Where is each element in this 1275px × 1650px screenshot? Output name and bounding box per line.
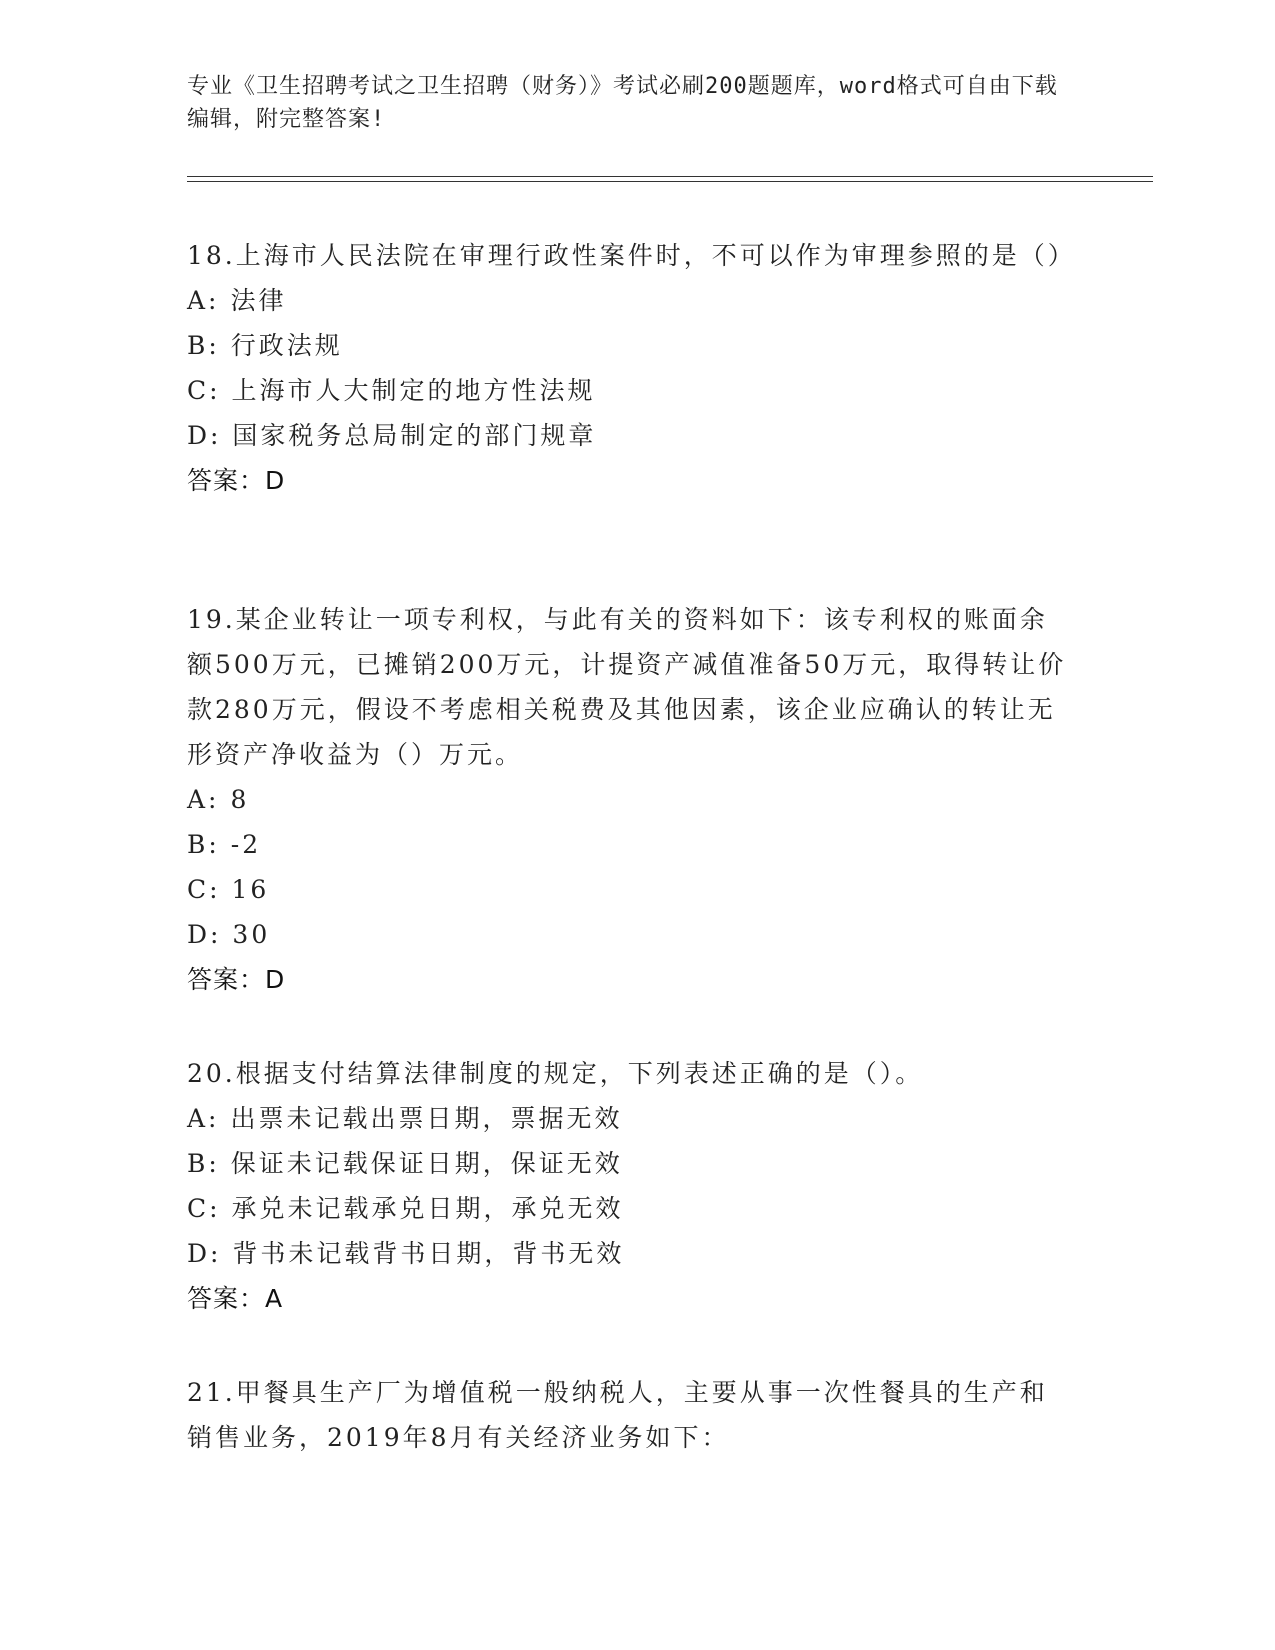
option-text: 8	[230, 785, 250, 814]
option-c	[187, 368, 1067, 413]
option-text: 上海市人大制定的地方性法规	[231, 376, 596, 405]
option-letter: A:	[187, 286, 220, 315]
answer-line: 答案：D	[187, 965, 286, 994]
option-text: 背书未记载背书日期，背书无效	[232, 1239, 625, 1268]
option-a	[187, 777, 1067, 822]
option-text: 出票未记载出票日期，票据无效	[230, 1104, 623, 1133]
question-21	[187, 1370, 1067, 1460]
option-b	[187, 822, 1067, 867]
option-b	[187, 1141, 1067, 1186]
question-19	[187, 597, 1067, 1002]
answer-line: 答案：A	[187, 1284, 284, 1313]
answer-line: 答案：D	[187, 466, 286, 495]
option-text: 国家税务总局制定的部门规章	[232, 421, 597, 450]
document-header: 专业《卫生招聘考试之卫生招聘（财务）》考试必刷200题题库，word格式可自由下载编辑，附完整答案!	[187, 74, 1058, 132]
option-letter: D:	[187, 920, 222, 949]
option-d	[187, 912, 1067, 957]
option-text: 16	[231, 875, 270, 904]
option-letter: B:	[187, 830, 220, 859]
option-text: 承兑未记载承兑日期，承兑无效	[231, 1194, 624, 1223]
question-stem: 21.甲餐具生产厂为增值税一般纳税人，主要从事一次性餐具的生产和销售业务，2019年8月有关经济业务如下：	[187, 1378, 1048, 1452]
option-b	[187, 323, 1067, 368]
option-letter: D:	[187, 421, 222, 450]
header-divider-bottom	[187, 181, 1153, 182]
option-a	[187, 1096, 1067, 1141]
option-d	[187, 1231, 1067, 1276]
header-divider-top	[187, 176, 1153, 177]
option-letter: B:	[187, 331, 220, 360]
option-letter: D:	[187, 1239, 222, 1268]
option-letter: C:	[187, 875, 221, 904]
option-text: 30	[232, 920, 271, 949]
option-text: -2	[230, 830, 262, 859]
option-letter: C:	[187, 376, 221, 405]
question-stem: 20.根据支付结算法律制度的规定，下列表述正确的是（）。	[187, 1059, 924, 1088]
question-stem: 18.上海市人民法院在审理行政性案件时，不可以作为审理参照的是（）	[187, 241, 1076, 270]
option-text: 保证未记载保证日期，保证无效	[230, 1149, 623, 1178]
option-text: 行政法规	[230, 331, 343, 360]
option-letter: A:	[187, 1104, 220, 1133]
option-letter: A:	[187, 785, 220, 814]
option-d	[187, 413, 1067, 458]
question-18	[187, 233, 1076, 503]
option-text: 法律	[230, 286, 287, 315]
option-a	[187, 278, 1067, 323]
option-c	[187, 1186, 1067, 1231]
option-c	[187, 867, 1067, 912]
option-letter: B:	[187, 1149, 220, 1178]
option-letter: C:	[187, 1194, 221, 1223]
question-20	[187, 1051, 1067, 1321]
question-stem: 19.某企业转让一项专利权，与此有关的资料如下：该专利权的账面余额500万元，已摊销200万元，计提资产减值准备50万元，取得转让价款280万元，假设不考虑相关税费及其他因素，该企业应确认的转让无形资产净收益为（）万元。	[187, 605, 1067, 769]
